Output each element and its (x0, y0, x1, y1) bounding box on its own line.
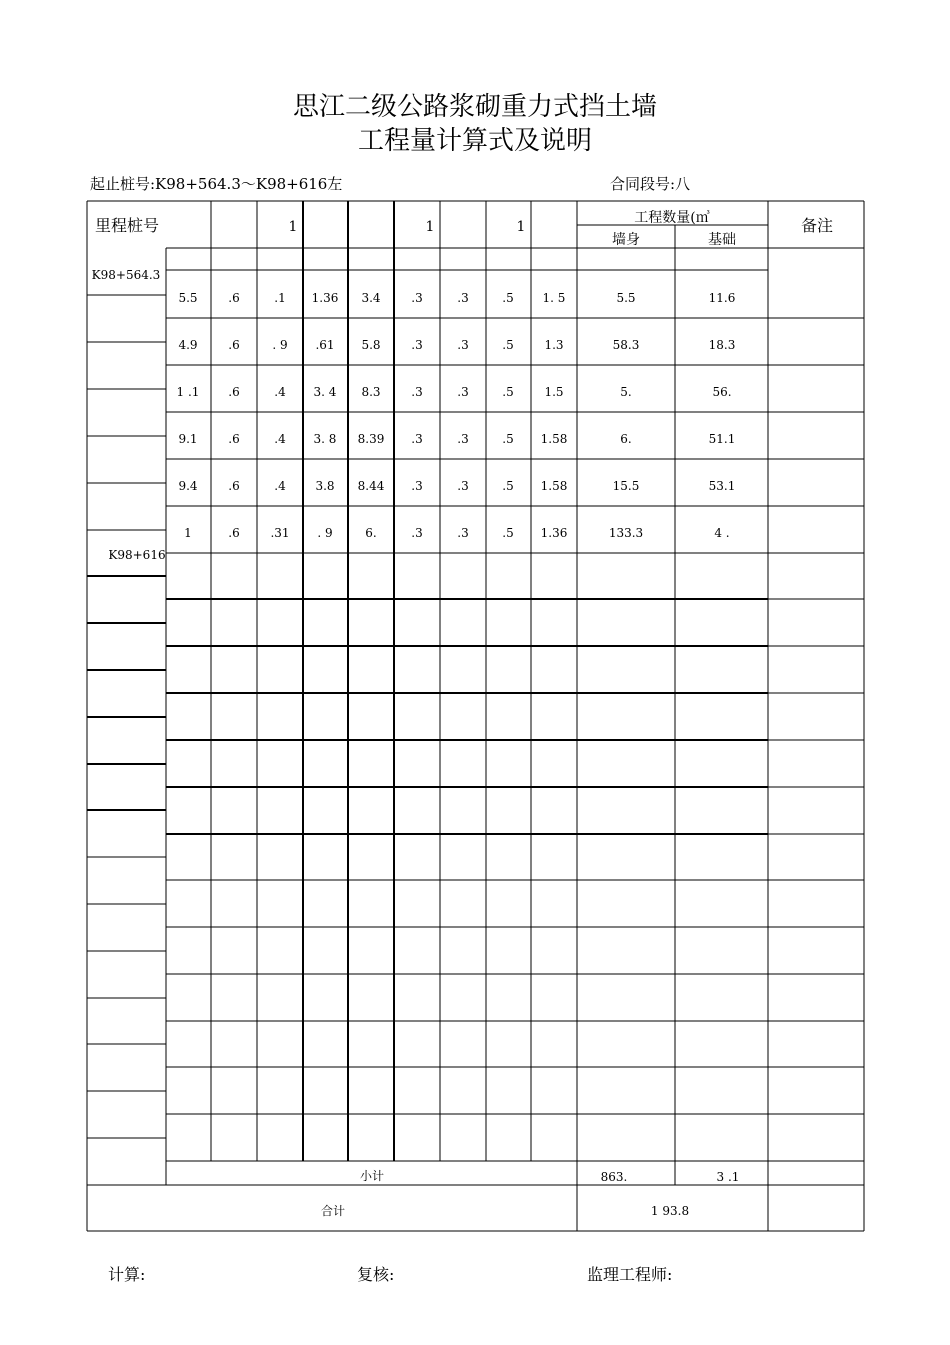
header-mark-1: 1 (288, 219, 298, 235)
table-cell: 18.3 (708, 338, 736, 352)
table-cell: 9.1 (178, 432, 198, 446)
table-cell: . 9 (272, 338, 288, 352)
table-cell: 1 (184, 526, 192, 540)
table-cell: . 9 (317, 526, 333, 540)
table-cell: 1 .1 (176, 385, 200, 399)
table-cell: .4 (274, 479, 286, 493)
table-cell: .3 (411, 385, 423, 399)
calc-signature-label: 计算: (108, 1265, 146, 1284)
table-cell: .3 (457, 291, 469, 305)
subtotal-foundation: 3 .1 (716, 1170, 740, 1184)
station-end: K98+616 (108, 548, 166, 562)
table-cell: .5 (502, 432, 514, 446)
header-foundation: 基础 (708, 232, 736, 248)
contract-section: 合同段号:八 (610, 175, 691, 193)
table-cell: .6 (228, 432, 240, 446)
table-cell: .3 (411, 479, 423, 493)
station-start: K98+564.3 (91, 268, 161, 282)
header-mark-3: 1 (516, 219, 526, 235)
table-cell: 4 . (714, 526, 730, 540)
table-cell: 5.8 (361, 338, 381, 352)
table-cell: 1.58 (540, 479, 568, 493)
table-cell: 11.6 (708, 291, 736, 305)
table-cell: .3 (457, 432, 469, 446)
table-cell: 53.1 (708, 479, 736, 493)
table-cell: 58.3 (612, 338, 640, 352)
table-cell: .61 (315, 338, 335, 352)
table-cell: 1. 5 (542, 291, 566, 305)
table-cell: 15.5 (612, 479, 640, 493)
table-cell: 5.5 (616, 291, 636, 305)
header-quantity: 工程数量(㎥ (634, 210, 710, 226)
header-station: 里程桩号 (94, 216, 160, 235)
table-cell: 1.5 (544, 385, 564, 399)
table-cell: 1.3 (544, 338, 564, 352)
table-cell: .5 (502, 291, 514, 305)
total-label: 合计 (320, 1204, 346, 1218)
table-cell: 3.4 (361, 291, 381, 305)
table-cell: .6 (228, 385, 240, 399)
header-mark-2: 1 (425, 219, 435, 235)
subtotal-wall: 863. (600, 1170, 628, 1184)
table-cell: .1 (274, 291, 286, 305)
header-wall: 墙身 (612, 232, 640, 248)
table-cell: .6 (228, 338, 240, 352)
header-remark: 备注 (800, 216, 834, 235)
supervisor-signature-label: 监理工程师: (587, 1265, 673, 1284)
document-title-line1: 思江二级公路浆砌重力式挡土墙 (292, 92, 657, 122)
table-cell: .5 (502, 385, 514, 399)
table-cell: 56. (712, 385, 732, 399)
table-cell: 6. (365, 526, 377, 540)
table-cell: .5 (502, 338, 514, 352)
table-cell: .3 (457, 338, 469, 352)
table-cell: 1.58 (540, 432, 568, 446)
review-signature-label: 复核: (357, 1265, 395, 1284)
table-cell: .5 (502, 479, 514, 493)
table-cell: .6 (228, 526, 240, 540)
table-cell: 6. (620, 432, 632, 446)
table-cell: .3 (457, 385, 469, 399)
table-cell: .31 (270, 526, 290, 540)
station-range: 起止桩号:K98+564.3～K98+616左 (90, 175, 343, 193)
table-cell: 9.4 (178, 479, 198, 493)
table-cell: 8.3 (361, 385, 381, 399)
table-cell: .3 (457, 526, 469, 540)
table-cell: 4.9 (178, 338, 198, 352)
table-cell: 3.8 (315, 479, 335, 493)
table-cell: 51.1 (708, 432, 736, 446)
table-cell: .3 (457, 479, 469, 493)
table-cell: 5. (620, 385, 632, 399)
document-title-line2: 工程量计算式及说明 (357, 126, 592, 156)
table-cell: 3. 8 (313, 432, 337, 446)
table-cell: .3 (411, 291, 423, 305)
table-cell: .6 (228, 291, 240, 305)
table-cell: 133.3 (608, 526, 644, 540)
subtotal-label: 小计 (359, 1169, 385, 1183)
table-cell: 3. 4 (313, 385, 337, 399)
table-cell: 8.39 (357, 432, 385, 446)
table-cell: 1.36 (540, 526, 568, 540)
table-cell: 5.5 (178, 291, 198, 305)
table-cell: .4 (274, 385, 286, 399)
table-cell: .3 (411, 338, 423, 352)
table-cell: 8.44 (357, 479, 385, 493)
table-cell: .3 (411, 432, 423, 446)
table-cell: .3 (411, 526, 423, 540)
table-cell: .5 (502, 526, 514, 540)
total-value: 1 93.8 (650, 1204, 690, 1218)
table-cell: 1.36 (311, 291, 339, 305)
table-cell: .6 (228, 479, 240, 493)
table-cell: .4 (274, 432, 286, 446)
